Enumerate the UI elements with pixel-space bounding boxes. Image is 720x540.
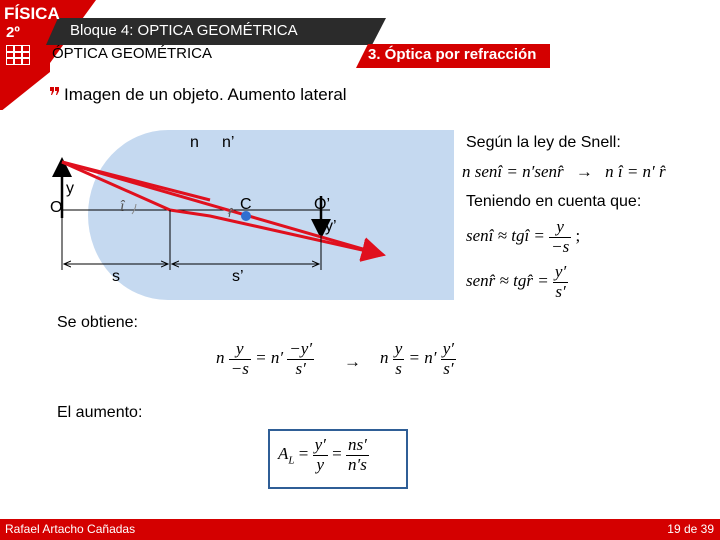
obtained-label: Se obtiene:: [57, 314, 138, 331]
label-image: O’: [314, 196, 330, 213]
approx-r-num: y′: [554, 262, 567, 281]
obt2-fraction-2: [441, 340, 456, 378]
snell-intro: Según la ley de Snell:: [466, 134, 621, 151]
grid-icon: [6, 45, 30, 65]
al-fraction-1: [313, 436, 328, 474]
obtained-equation-2: [380, 340, 456, 378]
approx-i-fraction: [549, 218, 571, 256]
obt2-den1: s: [395, 358, 402, 378]
obt2-num2: y′: [442, 339, 455, 358]
al-den1: y: [316, 454, 325, 474]
obt2-den2: s′: [443, 358, 454, 378]
approx-i-lhs: senî ≈ tgî =: [466, 226, 545, 246]
label-y-prime: y’: [325, 218, 337, 235]
course-label: 2º: [6, 24, 20, 41]
al-num1: y′: [314, 435, 326, 454]
obtained-arrow: →: [344, 352, 361, 371]
obt2-eq: = n′: [408, 348, 437, 368]
obt2-num1: y: [394, 339, 403, 358]
al-fraction-2: [346, 436, 369, 474]
label-n: n: [190, 134, 199, 151]
snell-equation: [462, 162, 666, 182]
label-center: C: [240, 196, 252, 213]
magnification-equation: [278, 436, 369, 474]
bullet-icon: [50, 87, 60, 95]
approx-r-fraction: [553, 263, 568, 301]
obt1-num1: y: [229, 340, 251, 360]
obtained-equation-1: [216, 340, 314, 378]
label-s: s: [112, 268, 120, 285]
obt1-den1: −s: [230, 358, 249, 378]
footer-author: Rafael Artacho Cañadas: [5, 522, 136, 536]
slide-heading: Imagen de un objeto. Aumento lateral: [64, 85, 347, 104]
lens-region: [88, 130, 454, 300]
label-object: O: [50, 199, 63, 216]
obt1-eq: = n′: [255, 348, 284, 368]
al-sub: L: [288, 454, 295, 467]
approx-r-lhs: senr̂ ≈ tgr̂ =: [466, 271, 549, 291]
arrow-icon: →: [575, 162, 593, 181]
subject-title: FÍSICA: [4, 4, 60, 23]
approx-r-den: s′: [555, 281, 566, 301]
label-angle-i: î: [120, 198, 125, 215]
al-num2: ns′: [347, 435, 367, 454]
obt2-n: n: [380, 348, 389, 368]
obt1-n: n: [216, 348, 225, 368]
approx-i-den: −s: [551, 236, 570, 256]
obt2-fraction-1: [393, 340, 405, 378]
obt1-fraction-2: [287, 340, 314, 378]
snell-lhs: n senî = n′senr̂: [462, 162, 564, 181]
obt1-fraction-1: [229, 340, 251, 378]
page-indicator: 19 de 39: [667, 522, 714, 536]
approx-i-end: ;: [575, 226, 581, 246]
section-title: ÓPTICA GEOMÉTRICA: [52, 45, 213, 62]
obt1-num2: −y′: [289, 339, 313, 358]
obt1-den2: s′: [295, 358, 306, 378]
snell-rhs: n î = n′ r̂: [605, 162, 666, 181]
approx-i-equation: [466, 218, 580, 256]
label-n-prime: n’: [222, 134, 235, 151]
al-eq2: =: [332, 444, 342, 464]
al-eq1: =: [298, 444, 309, 464]
block-title: Bloque 4: OPTICA GEOMÉTRICA: [70, 22, 298, 39]
label-s-prime: s’: [232, 268, 244, 285]
al-den2: n′s: [347, 454, 367, 474]
al-symbol: A: [278, 444, 289, 464]
magnification-label: El aumento:: [57, 404, 143, 421]
refraction-diagram: [40, 130, 460, 310]
approx-i-num: y: [549, 218, 571, 238]
label-y: y: [66, 180, 74, 197]
approx-r-equation: [466, 263, 568, 301]
given-intro: Teniendo en cuenta que:: [466, 193, 642, 210]
label-angle-r: r̂: [228, 206, 234, 221]
chapter-title: 3. Óptica por refracción: [368, 46, 537, 63]
